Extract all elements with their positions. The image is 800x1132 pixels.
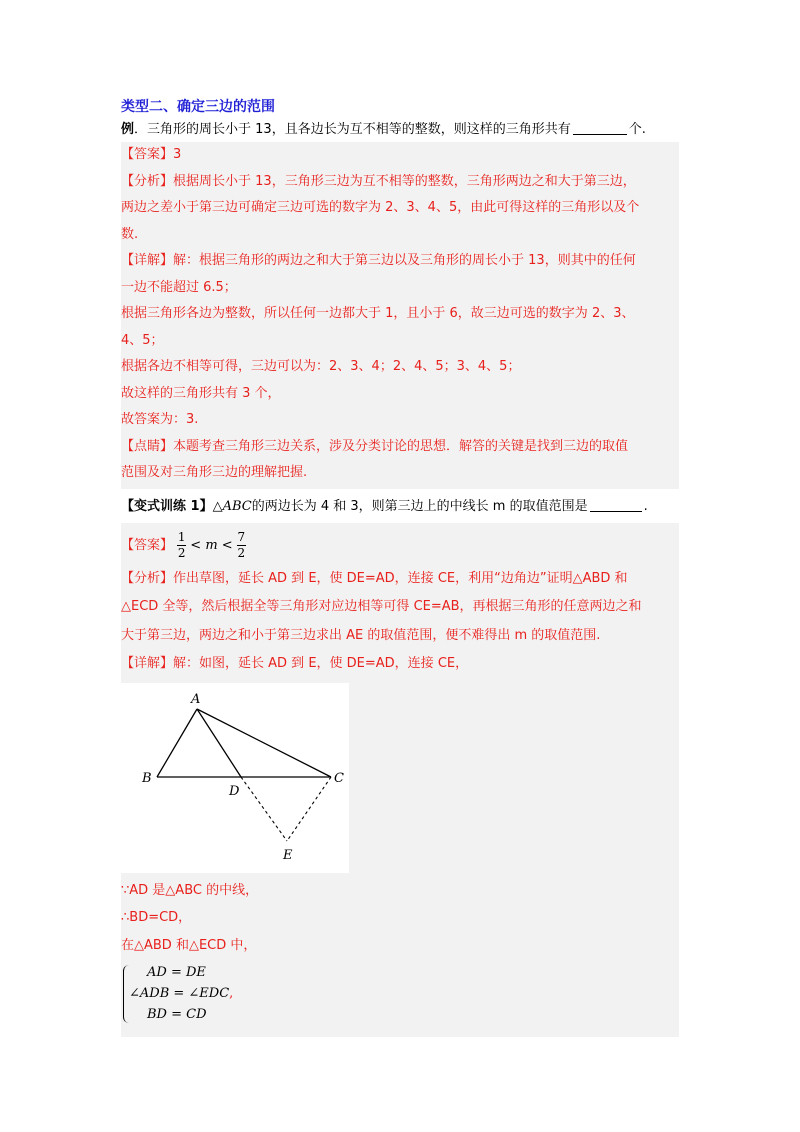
- triangle-symbol: △: [212, 498, 223, 514]
- detail-line: 根据三角形各边为整数，所以任何一边都大于 1，且小于 6，故三边可选的数字为 2、3、: [121, 306, 635, 321]
- solution-block-1: [121, 142, 679, 489]
- variant-end: .: [643, 498, 648, 514]
- example-text: ．三角形的周长小于 13，且各边长为互不相等的整数，则这样的三角形共有: [134, 122, 571, 137]
- segment-ce: [287, 777, 331, 841]
- detail2-text: 解：如图，延长 AD 到 E，使 DE=AD，连接 CE，: [173, 656, 469, 671]
- analysis-row: [121, 169, 679, 249]
- detail-line: 根据各边不相等可得，三边可以为：2、3、4；2、4、5；3、4、5；: [121, 359, 521, 374]
- fraction-half: [177, 531, 186, 560]
- fraction-numerator: 1: [177, 529, 186, 544]
- comma: ,: [229, 986, 234, 1001]
- congruence-conditions: [121, 963, 679, 1027]
- analysis2-line: 大于第三边，两边之和小于第三边求出 AE 的取值范围，便不难得出 m 的取值范围.: [121, 627, 601, 643]
- fraction-denominator: 2: [237, 545, 246, 560]
- detail-tag: 【详解】: [121, 253, 174, 268]
- analysis2-row: [121, 565, 679, 651]
- analysis-line: 两边之差小于第三边可确定三边可选的数字为 2、3、4、5，由此可得这样的三角形以及个: [121, 200, 640, 215]
- proof-line: 在△ABD 和△ECD 中，: [121, 937, 257, 953]
- answer-value: 3: [173, 147, 182, 162]
- analysis2-tag: 【分析】: [121, 570, 174, 586]
- detail-line: 解：根据三角形的两边之和大于第三边以及三角形的周长小于 13，则其中的任何: [173, 253, 636, 268]
- document-page: [121, 96, 679, 1037]
- condition-ad-de: AD = DE: [147, 965, 206, 980]
- detail2-tag: 【详解】: [121, 656, 174, 671]
- segment-de: [241, 777, 287, 841]
- detail-line: 一边不能超过 6.5；: [121, 279, 237, 295]
- fraction-denominator: 2: [177, 545, 186, 560]
- proof-line: ∵AD 是△ABC 的中线，: [121, 882, 259, 898]
- triangle-figure: [121, 683, 349, 873]
- label-b: B: [142, 770, 152, 786]
- fraction-numerator: 7: [237, 529, 246, 544]
- detail2-row: [121, 650, 679, 679]
- segment-ad: [197, 709, 241, 777]
- label-c: C: [334, 770, 344, 786]
- answer-tag: 【答案】: [121, 147, 174, 162]
- proof-line: ∴BD=CD，: [121, 910, 192, 925]
- detail-line: 故这样的三角形共有 3 个，: [121, 385, 281, 401]
- analysis-tag: 【分析】: [121, 173, 174, 189]
- fraction-seven-halves: [237, 531, 246, 560]
- example-text-end: 个.: [628, 122, 646, 137]
- triangle-name: ABC: [222, 498, 252, 514]
- answer2-row: [121, 527, 679, 565]
- answer2-tag: 【答案】: [121, 537, 174, 553]
- analysis-line: 根据周长小于 13，三角形三边为互不相等的整数，三角形两边之和大于第三边，: [173, 173, 636, 189]
- detail-line: 4、5；: [121, 332, 164, 348]
- detail-line: 故答案为：3.: [121, 412, 199, 427]
- inequality-middle: < m <: [190, 537, 233, 553]
- example-label: 例: [121, 122, 135, 137]
- detail-row: [121, 248, 679, 434]
- segment-ac: [197, 709, 331, 777]
- comment-row: [121, 434, 679, 487]
- variant-tag: 【变式训练 1】: [121, 498, 213, 514]
- answer-blank-2: [590, 497, 642, 512]
- triangle-diagram: [121, 683, 349, 873]
- segment-ab: [157, 709, 197, 777]
- label-e: E: [283, 847, 293, 863]
- solution-block-2: [121, 523, 679, 1038]
- variant-question: [121, 495, 679, 519]
- label-a: A: [191, 691, 201, 707]
- proof-lines: [121, 877, 679, 960]
- comment-tag: 【点睛】: [121, 438, 174, 454]
- example-question: [121, 118, 679, 142]
- label-d: D: [229, 783, 240, 799]
- section-title: 类型二、确定三边的范围: [121, 99, 275, 115]
- condition-angle: ∠ADB = ∠EDC,: [129, 986, 234, 1001]
- answer-row: [121, 142, 679, 169]
- answer-blank: [573, 120, 627, 135]
- analysis-line: 数.: [121, 226, 139, 242]
- variant-text: 的两边长为 4 和 3，则第三边上的中线长 m 的取值范围是: [251, 498, 588, 514]
- condition-bd-cd: BD = CD: [147, 1007, 207, 1022]
- analysis2-line: △ECD 全等，然后根据全等三角形对应边相等可得 CE=AB，再根据三角形的任意两边之和: [121, 599, 642, 614]
- comment-line: 范围及对三角形三边的理解把握.: [121, 465, 308, 480]
- comment-line: 本题考查三角形三边关系，涉及分类讨论的思想．解答的关键是找到三边的取值: [173, 438, 629, 454]
- analysis2-line: 作出草图，延长 AD 到 E，使 DE=AD，连接 CE，利用“边角边”证明△ABD 和: [173, 570, 628, 586]
